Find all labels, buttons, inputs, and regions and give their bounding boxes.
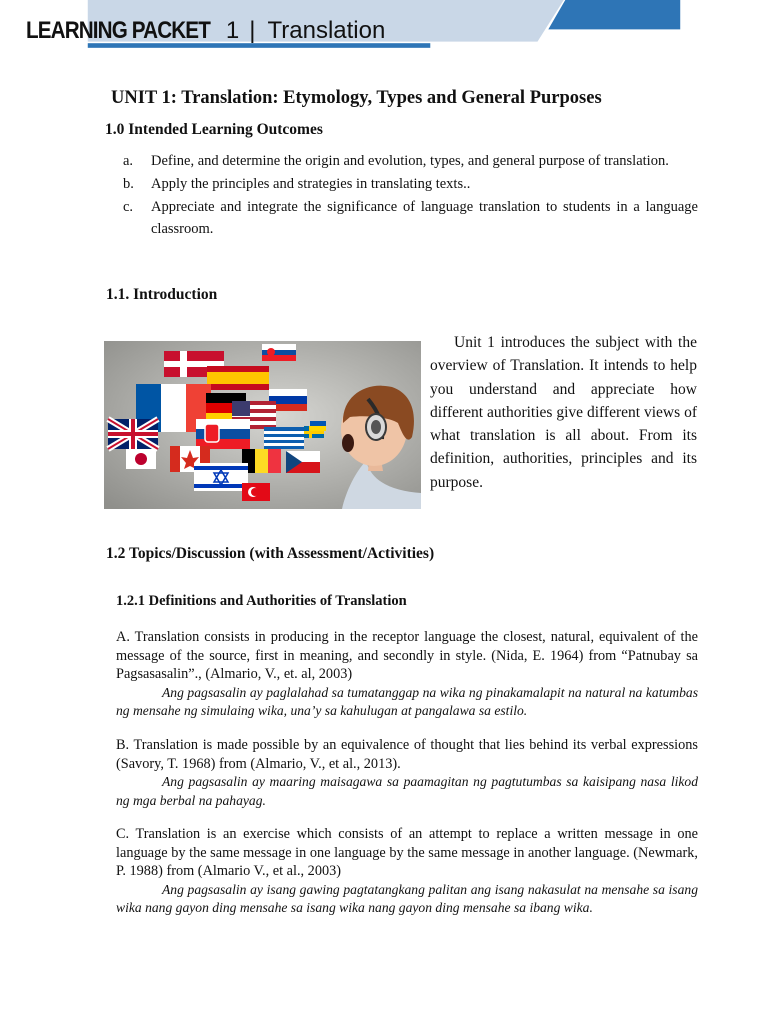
flag-uk <box>108 419 158 449</box>
definition-filipino: Ang pagsasalin ay maaring maisagawa sa paamagitan ng pagtutumbas sa kaisipang nasa likod ng mga berbal na pahayag. <box>116 774 698 808</box>
page-number: 1 <box>736 12 744 27</box>
list-item-text: Apply the principles and strategies in translating texts.. <box>151 176 471 192</box>
flag-slovakia-small <box>262 344 296 361</box>
list-marker: c. <box>123 199 134 215</box>
definitions-subheading: 1.2.1 Definitions and Authorities of Translation <box>116 593 407 609</box>
flag-czech <box>286 451 320 473</box>
definition-english: B. Translation is made possible by an equivalence of thought that lies behind its verbal expressions (Savory, T. 1968) from (Almario, V., et al., 2013). <box>116 737 698 772</box>
flag-japan <box>126 449 156 469</box>
introduction-text: Unit 1 introduces the subject with the overview of Translation. It intends to help you understand and appreciate how different authorities give different views of what translation is all about. From its definition, authorities, principles and its purpose. <box>430 334 697 491</box>
definition-a <box>116 628 698 721</box>
flag-turkey <box>242 483 270 501</box>
introduction-heading: 1.1. Introduction <box>106 286 218 303</box>
definition-filipino: Ang pagsasalin ay isang gawing pagtatangkang palitan ang isang nakasulat na mensahe sa isang wika nang gayon ding mensahe sa isang wika nang gayon ding mensahe sa ibang wika. <box>116 881 698 915</box>
intro-photo <box>104 341 421 509</box>
list-item <box>123 150 698 172</box>
unit-title: UNIT 1: Translation: Etymology, Types and General Purposes <box>111 88 602 108</box>
topics-heading: 1.2 Topics/Discussion (with Assessment/Activities) <box>106 545 435 562</box>
list-item-text: Appreciate and integrate the significance of language translation to students in a language classroom. <box>151 199 698 237</box>
flag-spain <box>207 366 269 390</box>
flag-israel <box>194 463 248 491</box>
packet-label: LEARNING PACKET <box>26 17 210 44</box>
definition-filipino: Ang pagsasalin ay paglalahad sa tumatanggap na wika ng pinakamalapit na natural na katumbas ng mensahe ng simulaing wika, una’y sa kahulugan at pangalawa sa estilo. <box>116 684 698 718</box>
list-item-text: Define, and determine the origin and evolution, types, and general purpose of translation. <box>151 153 669 169</box>
definition-english: A. Translation consists in producing in the receptor language the closest, natural, equivalent of the message of the source, first in meaning, and secondly in style. (Nida, E. 1964) from “Patnubay sa Pagsasasalin”., (Almario, V., et. al, 2003) <box>116 629 698 682</box>
title-separator: | <box>249 17 256 44</box>
page-header <box>0 0 768 70</box>
outcomes-list <box>123 150 698 241</box>
list-marker: b. <box>123 176 134 192</box>
flag-slovakia <box>196 419 250 449</box>
list-marker: a. <box>123 153 134 169</box>
flag-greece <box>264 427 304 449</box>
list-item <box>123 173 698 195</box>
definition-c <box>116 825 698 918</box>
definition-english: C. Translation is an exercise which consists of an attempt to replace a written message in one language by the same message in one language by the same message in another language. (Newmark, P. 1988) from (Almario V., et al., 2003) <box>116 826 698 879</box>
flag-ukraine-small <box>310 421 326 431</box>
header-accent-tab <box>548 0 680 29</box>
packet-number: 1 <box>225 17 240 44</box>
list-item <box>123 196 698 240</box>
outcomes-heading: 1.0 Intended Learning Outcomes <box>105 121 323 138</box>
packet-topic: Translation <box>267 17 386 44</box>
definition-b <box>116 736 698 810</box>
header-title <box>26 16 385 46</box>
